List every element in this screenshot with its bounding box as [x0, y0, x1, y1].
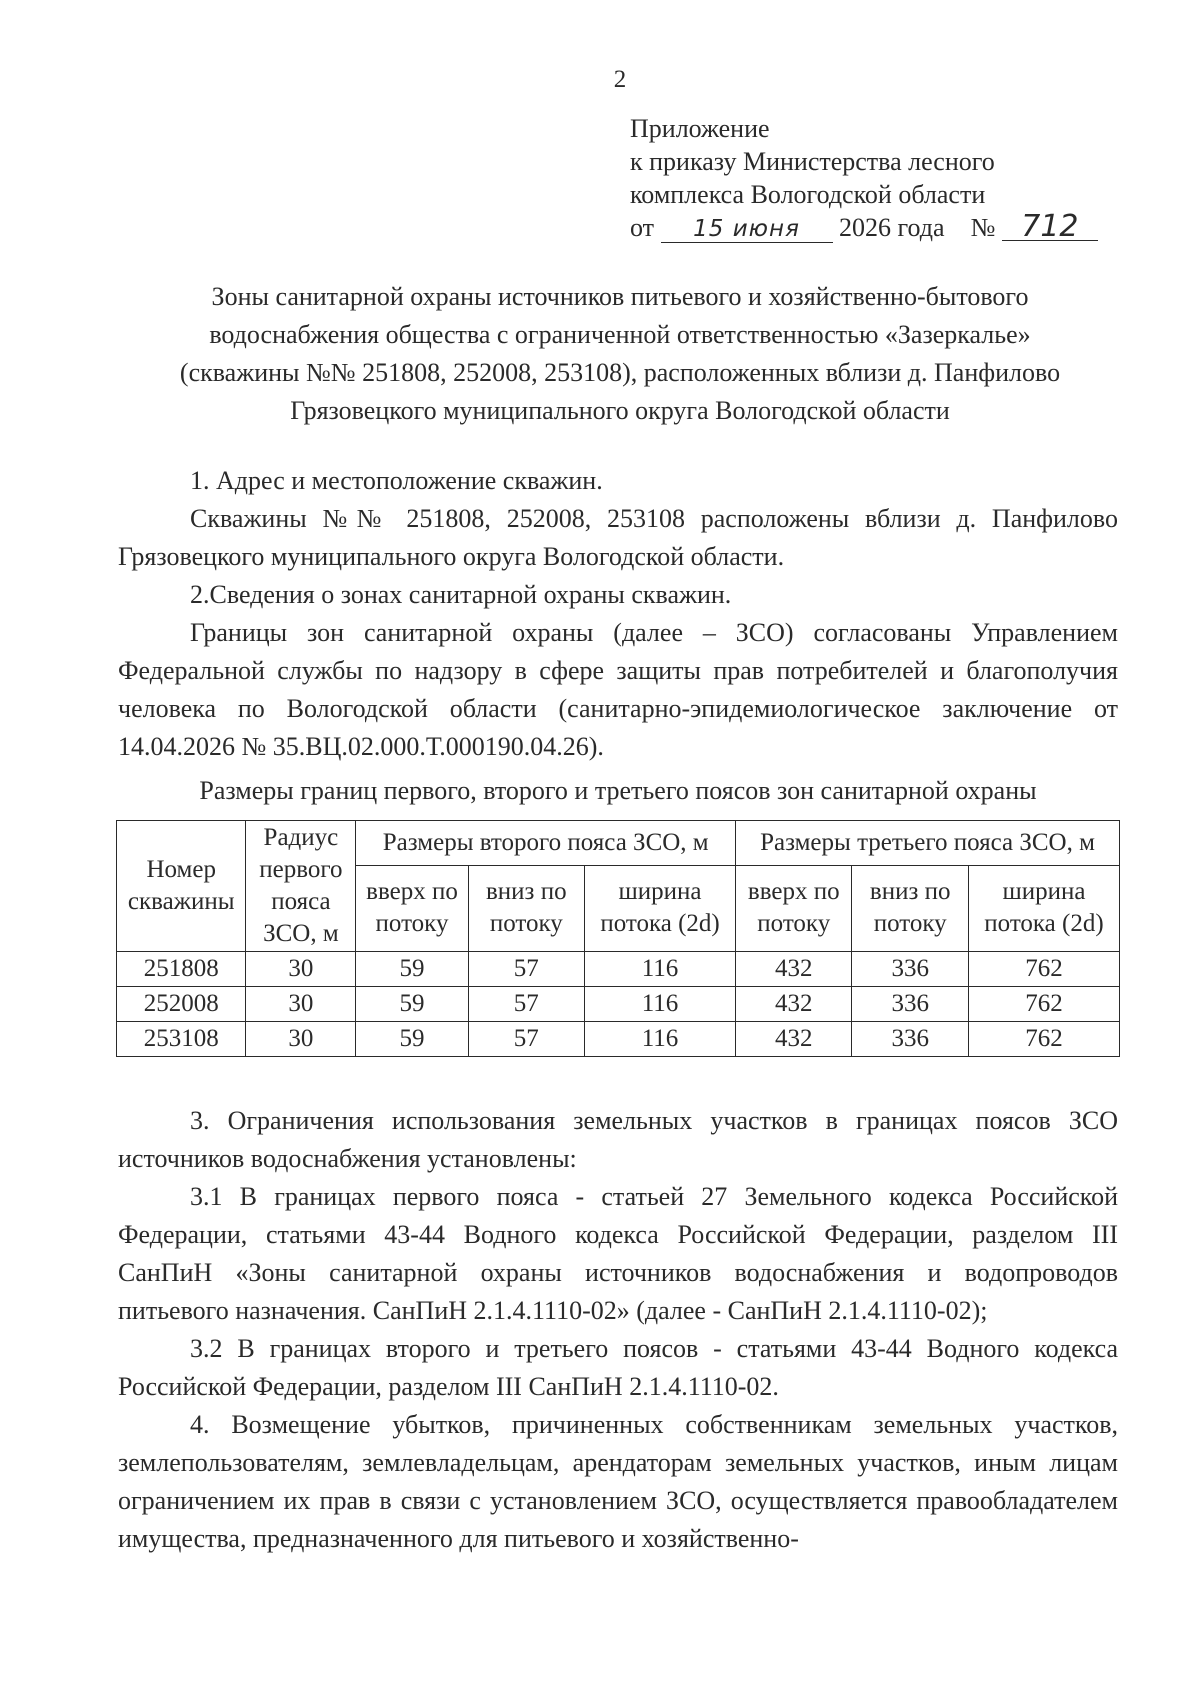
table-cell: 59	[356, 1022, 468, 1057]
table-cell: 30	[246, 952, 356, 987]
table-cell: 30	[246, 1022, 356, 1057]
header-second-upstream: вверх по потоку	[356, 865, 468, 951]
handwritten-date: 15 июня	[661, 216, 833, 243]
header-well-number: Номер скважины	[117, 821, 246, 952]
section-1-heading: 1. Адрес и местоположение скважин.	[190, 466, 603, 495]
title-line-4: Грязовецкого муниципального округа Вологодской области	[290, 396, 950, 425]
section-3-1: 3.1 В границах первого пояса - статьей 27 Земельного кодекса Российской Федерации, статьями 43-44 Водного кодекса Российской Федерации, разделом III СанПиН «Зоны санитарной охраны источников водоснабжения и водопроводов питьевого назначения. СанПиН 2.1.4.1110-02» (далее - СанПиН 2.1.4.1110-02);	[118, 1182, 1118, 1325]
header-third-width: ширина потока (2d)	[968, 865, 1119, 951]
header-third-upstream: вверх по потоку	[736, 865, 852, 951]
table-cell: 59	[356, 952, 468, 987]
table-cell: 432	[736, 987, 852, 1022]
sections-1-2	[118, 462, 1118, 766]
table-cell: 762	[968, 952, 1119, 987]
section-3-intro: 3. Ограничения использования земельных участков в границах поясов ЗСО источников водоснабжения установлены:	[118, 1106, 1118, 1173]
section-1-text: Скважины №№ 251808, 252008, 253108 расположены вблизи д. Панфилово Грязовецкого муниципального округа Вологодской области.	[118, 504, 1118, 571]
table-cell: 57	[468, 1022, 584, 1057]
header-third-downstream: вниз по потоку	[852, 865, 968, 951]
table-row	[117, 952, 1120, 987]
appendix-order-line: к приказу Министерства лесного	[630, 147, 995, 176]
table-cell: 432	[736, 952, 852, 987]
appendix-date-line	[630, 211, 1098, 244]
header-second-downstream: вниз по потоку	[468, 865, 584, 951]
table-cell: 116	[585, 952, 736, 987]
table-caption: Размеры границ первого, второго и третьего поясов зон санитарной охраны	[199, 776, 1037, 805]
appendix-ministry-line: комплекса Вологодской области	[630, 180, 986, 209]
year-text: 2026 года	[839, 213, 945, 242]
header-second-width: ширина потока (2d)	[585, 865, 736, 951]
title-line-1: Зоны санитарной охраны источников питьевого и хозяйственно-бытового	[211, 282, 1029, 311]
handwritten-order-number: 712	[1002, 214, 1098, 241]
table-cell: 762	[968, 987, 1119, 1022]
page-number: 2	[613, 66, 627, 93]
zso-table	[116, 820, 1120, 1057]
table-row	[117, 1022, 1120, 1057]
table-cell: 59	[356, 987, 468, 1022]
table-cell: 30	[246, 987, 356, 1022]
section-2-heading: 2.Сведения о зонах санитарной охраны скважин.	[190, 580, 732, 609]
sections-3-4	[118, 1102, 1118, 1558]
table-cell: 253108	[117, 1022, 246, 1057]
section-4-text: 4. Возмещение убытков, причиненных собственникам земельных участков, землепользователям, землевладельцам, арендаторам земельных участков, иным лицам ограничением их прав в связи с установлением ЗСО, осуществляется правообладателем имущества, предназначенного для питьевого и хозяйственно-	[118, 1410, 1118, 1553]
table-header-row	[117, 821, 1120, 866]
table-cell: 336	[852, 1022, 968, 1057]
header-third-belt: Размеры третьего пояса ЗСО, м	[736, 821, 1120, 866]
header-second-belt: Размеры второго пояса ЗСО, м	[356, 821, 736, 866]
title-line-2: водоснабжения общества с ограниченной ответственностью «Зазеркалье»	[209, 320, 1031, 349]
appendix-block	[630, 112, 1098, 244]
table-cell: 336	[852, 987, 968, 1022]
table-cell: 57	[468, 952, 584, 987]
number-sign: №	[970, 213, 996, 242]
appendix-title: Приложение	[630, 114, 770, 143]
table-cell: 116	[585, 1022, 736, 1057]
section-2-text: Границы зон санитарной охраны (далее – ЗСО) согласованы Управлением Федеральной службы по надзору в сфере защиты прав потребителей и благополучия человека по Вологодской области (санитарно-эпидемиологическое заключение от 14.04.2026 № 35.ВЦ.02.000.Т.000190.04.26).	[118, 618, 1118, 761]
table-cell: 251808	[117, 952, 246, 987]
table-cell: 57	[468, 987, 584, 1022]
table-cell: 336	[852, 952, 968, 987]
section-3-2: 3.2 В границах второго и третьего поясов - статьями 43-44 Водного кодекса Российской Федерации, разделом III СанПиН 2.1.4.1110-02.	[118, 1334, 1118, 1401]
table-row	[117, 987, 1120, 1022]
document-title	[120, 278, 1120, 430]
table-cell: 252008	[117, 987, 246, 1022]
table-cell: 116	[585, 987, 736, 1022]
header-radius-first: Радиус первого пояса ЗСО, м	[246, 821, 356, 952]
table-cell: 762	[968, 1022, 1119, 1057]
title-line-3: (скважины №№ 251808, 252008, 253108), расположенных вблизи д. Панфилово	[179, 358, 1061, 387]
from-label: от	[630, 213, 655, 242]
table-cell: 432	[736, 1022, 852, 1057]
